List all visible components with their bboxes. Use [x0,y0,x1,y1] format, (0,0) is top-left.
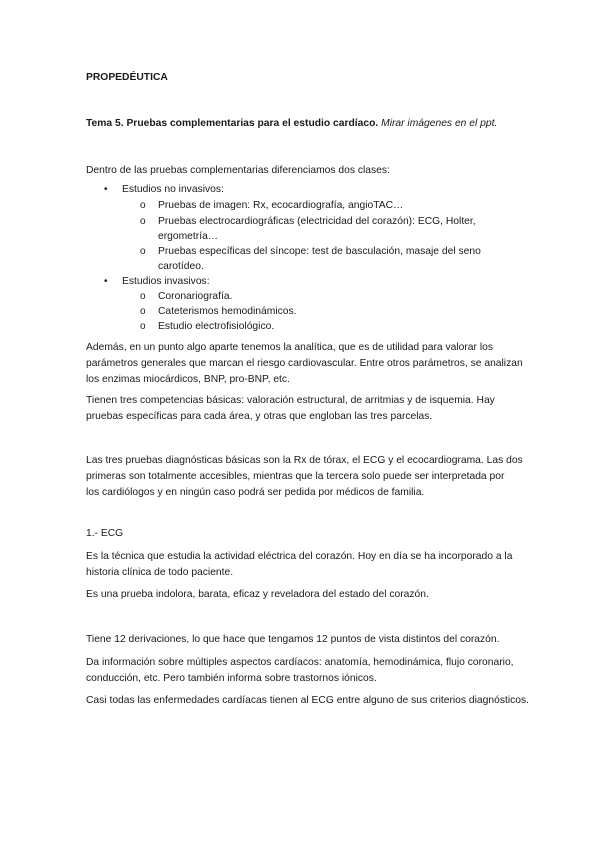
list-item-continuation: ergometría… [158,231,219,242]
section-title: 1.- ECG [86,528,124,539]
list-item: Pruebas de imagen: Rx, ecocardiografía, angioTAC… [158,200,404,211]
paragraph-line: Es la técnica que estudia la actividad eléctrica del corazón. Hoy en día se ha incorporado a la [86,551,513,562]
list-item: Coronariografía. [158,291,233,302]
paragraph-line: Da información sobre múltiples aspectos cardíacos: anatomía, hemodinámica, flujo coronario, [86,657,514,668]
paragraph-line: Tienen tres competencias básicas: valoración estructural, de arritmias y de isquemia. Hay [86,395,495,406]
noninvasive-label: Estudios no invasivos: [122,184,224,195]
document-heading: PROPEDÉUTICA [86,72,168,83]
sub-marker: o [140,200,146,211]
paragraph-line: los cardiólogos y en ningún caso podrá ser pedida por médicos de familia. [86,487,425,498]
list-item: Pruebas electrocardiográficas (electricidad del corazón): ECG, Holter, [158,216,476,227]
sub-marker: o [140,321,146,332]
paragraph-line: primeras son totalmente accesibles, mientras que la tercera solo puede ser interpretada por [86,471,505,482]
list-item: Cateterismos hemodinámicos. [158,306,297,317]
sub-marker: o [140,216,146,227]
paragraph-line: Es una prueba indolora, barata, eficaz y reveladora del estado del corazón. [86,589,429,600]
paragraph-line: Tiene 12 derivaciones, lo que hace que tengamos 12 puntos de vista distintos del corazón. [86,634,500,645]
topic-line [86,115,497,132]
list-item: Pruebas específicas del síncope: test de basculación, masaje del seno [158,246,481,257]
topic-title: Tema 5. Pruebas complementarias para el estudio cardíaco. [86,118,379,129]
sub-marker: o [140,306,146,317]
paragraph-line: parámetros generales que marcan el riesgo cardiovascular. Entre otros parámetros, se analizan [86,358,523,369]
invasive-label: Estudios invasivos: [122,276,210,287]
paragraph-line: Las tres pruebas diagnósticas básicas son la Rx de tórax, el ECG y el ecocardiograma. Las dos [86,455,523,466]
list-item-continuation: carotídeo. [158,261,204,272]
paragraph-line: historia clínica de todo paciente. [86,567,234,578]
paragraph-line: pruebas específicas para cada área, y otras que engloban las tres parcelas. [86,411,433,422]
paragraph-line: Casi todas las enfermedades cardíacas tienen al ECG entre alguno de sus criterios diagnósticos. [86,695,530,706]
bullet-marker: • [104,276,108,287]
sub-marker: o [140,246,146,257]
bullet-marker: • [104,184,108,195]
paragraph-line: los enzimas miocárdicos, BNP, pro-BNP, etc. [86,374,290,385]
sub-marker: o [140,291,146,302]
paragraph-line: Además, en un punto algo aparte tenemos la analítica, que es de utilidad para valorar los [86,342,493,353]
intro-text: Dentro de las pruebas complementarias diferenciamos dos clases: [86,165,390,176]
topic-note: Mirar imágenes en el ppt. [381,118,498,129]
list-item: Estudio electrofisiológico. [158,321,275,332]
paragraph-line: conducción, etc. Pero también informa sobre trastornos iónicos. [86,673,377,684]
